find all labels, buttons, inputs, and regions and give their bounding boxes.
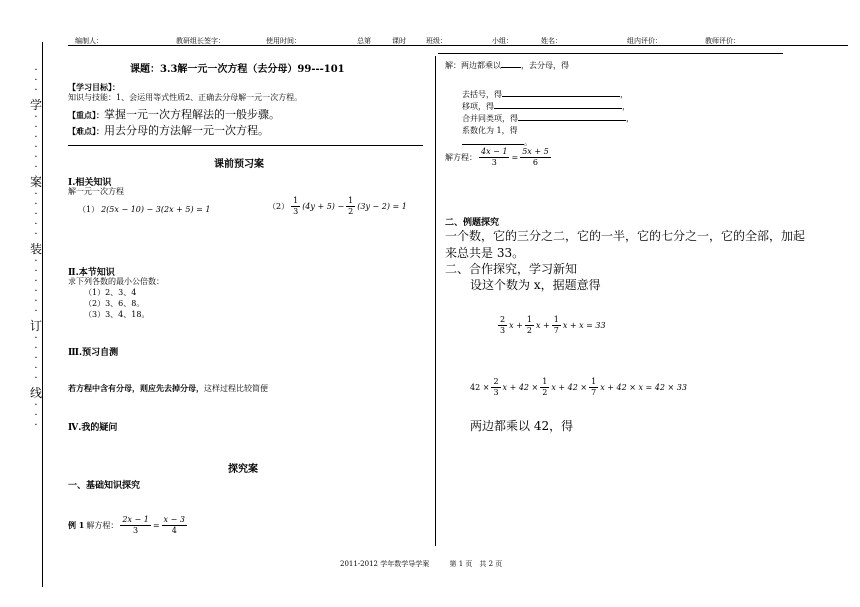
header-rule-2 [438,53,783,54]
fraction-one-half: $\frac{1}{2}$ [526,315,532,335]
lcm-item: （1）2、3、4 [84,288,137,297]
answer-blank[interactable] [462,144,524,145]
equation-2 [268,197,407,216]
answer-blank[interactable] [518,120,626,121]
name-label: 姓名： [541,37,562,45]
fraction-one-half: $\frac{1}{2}$ [542,377,548,397]
example-1: 例 1 解方程： $\frac{2x - 1}{3}$ = $\frac{x - 3}{4}$ [68,515,185,535]
section-3-heading: Ⅲ.预习自测 [68,348,119,358]
cooperate-heading: 二、合作探究，学习新知 [445,262,578,276]
class-label: 班级： [426,37,447,45]
footer [340,559,502,569]
solve-rhs-num: 5x + 5 [522,147,549,156]
example-heading: 二、例题探究 [445,218,500,228]
key-text: 掌握一元一次方程解法的一般步骤。 [104,108,280,121]
step-expand: 去括号，得 ， [462,90,628,99]
example-1-label: 例 1 [68,520,85,530]
fraction-two-thirds: $\frac{2}{3}$ [493,377,499,397]
example-1-rhs-num: x − 3 [163,515,185,524]
eq1-body: 2(5x − 10) − 3(2x + 5) = 1 [101,205,211,214]
section-2-text: 求下列各数的最小公倍数： [68,277,164,286]
example-1-lhs-num: 2x − 1 [122,515,149,524]
teacher-eval-label: 教师评价： [705,37,740,45]
goals-heading: 【学习目标】： [68,82,120,92]
total-label: 总第 [357,37,371,45]
header-rule [68,45,848,46]
group-eval-label: 组内评价： [627,37,662,45]
solve-equation: 解方程： $\frac{4x - 1}{3}$ = $\frac{5x + 5}{6}$ [445,147,549,167]
example-1-rhs-den: 4 [171,526,177,535]
binding-strip: · · · 学 · · · · · · 案 · · · · · 装 · · · · · · 订 · · · · · 线 · · · [30,65,43,431]
binding-char: 学 [30,98,43,112]
word-problem: 一个数，它的三分之二，它的一半，它的七分之一，它的全部，加起来总共是 33。 [445,229,806,260]
step-label: 移项，得 [462,102,494,111]
section-1-text: 解一元一次方程 [68,187,124,196]
step-label: 系数化为 1，得 [462,126,518,135]
preview-test [68,383,268,394]
footer-term: 2011-2012 学年数学导学案 [340,560,430,568]
difficult-label: 【难点】： [68,126,104,136]
eq2-part-b: (3y − 2) = 1 [357,202,407,211]
section-rule [68,145,423,146]
solution-line-1-a: 解：两边都乘以 [445,61,501,70]
section-2-heading: Ⅱ.本节知识 [68,268,115,278]
fraction-one-seventh: $\frac{1}{7}$ [591,377,597,397]
example-1-rhs [162,516,187,535]
step-label: 合并同类项，得 [462,114,518,123]
fraction-one-seventh: $\frac{1}{7}$ [553,315,559,335]
preview-test-bold: 若方程中含有分母，则应先去掉分母， [68,383,204,393]
step-combine: 合并同类项，得 ， [462,114,634,123]
eq1-label: （1） [78,205,100,214]
equation-1 [78,204,210,215]
fraction-one-half: $\frac{1}{2}$ [348,196,354,216]
preview-test-tail: 这样过程比较简便 [204,384,268,393]
step-coefficient [462,125,518,136]
solve-label: 解方程： [445,153,477,162]
section-1-heading: Ⅰ.相关知识 [68,178,112,188]
equation-b-tail: x + 42 × x = 42 × 33 [600,383,687,392]
example-1-lhs [120,516,150,535]
section-4-heading: Ⅳ.我的疑问 [68,423,118,433]
answer-blank[interactable] [494,108,622,109]
lesson-title: 课题：3.3解一元一次方程（去分母）99---101 [130,64,345,75]
eq2-label: （2） [268,202,290,211]
coefficient-answer: 。 [462,137,532,148]
example-1-text: 解方程： [86,521,119,530]
use-time-label: 使用时间： [266,37,301,45]
fraction-one-third: $\frac{1}{3}$ [293,196,299,216]
explore-title: 探究案 [228,464,258,475]
solution-line-1-b: ，去分母，得 [521,61,569,70]
explore-section-1: 一、基础知识探究 [68,481,141,491]
assume-text: 设这个数为 x，据题意得 [470,278,601,292]
solve-lhs-den: 3 [491,158,497,167]
difficult-text: 用去分母的方法解一元一次方程。 [104,124,269,137]
multiplier-blank[interactable] [501,67,521,68]
lcm-item: （3）3、4、18。 [84,310,150,319]
equation-b: 42 × $\frac{2}{3}$ x + 42 × $\frac{1}{2}$ x + 42 × $\frac{1}{7}$ x + 42 × x = 42 × 33 [470,377,687,397]
group-leader-label: 教研组长签字： [176,37,225,45]
equation-a: $\frac{2}{3}$ x + $\frac{1}{2}$ x + $\frac{1}{7}$ x + x = 33 [500,315,606,335]
column-divider [435,56,436,546]
binding-char: 案 [30,175,43,189]
compiler-label: 编制人： [75,37,103,45]
answer-blank[interactable] [502,96,620,97]
lesson-label: 课时 [392,37,406,45]
solve-rhs [520,148,550,167]
multiply-text: 两边都乘以 42，得 [470,419,574,433]
fraction-two-thirds: $\frac{2}{3}$ [500,315,506,335]
equation-a-tail: x + x = 33 [562,321,606,330]
binding-char: 线 [30,386,43,400]
solve-lhs [479,148,509,167]
footer-page: 第 1 页 共 2 页 [449,560,503,568]
step-transpose: 移项，得 ， [462,102,630,111]
key-label: 【重点】： [68,110,104,120]
binding-char: 订 [30,319,43,333]
solve-lhs-num: 4x − 1 [481,147,508,156]
binding-char: 装 [30,242,43,256]
binding-rule [42,42,43,587]
goals-text: 知识与技能：1、会运用等式性质2、正确去分母解一元一次方程。 [68,93,303,102]
example-1-lhs-den: 3 [133,526,139,535]
solve-rhs-den: 6 [532,158,538,167]
step-label: 去括号，得 [462,90,502,99]
difficult-point [68,119,269,138]
group-label: 小组： [492,37,513,45]
solution-line-1 [445,60,569,71]
eq2-part-a: (4y + 5) − [302,202,345,211]
lcm-item: （2）3、6、8。 [84,299,145,308]
preview-title: 课前预习案 [214,159,264,170]
